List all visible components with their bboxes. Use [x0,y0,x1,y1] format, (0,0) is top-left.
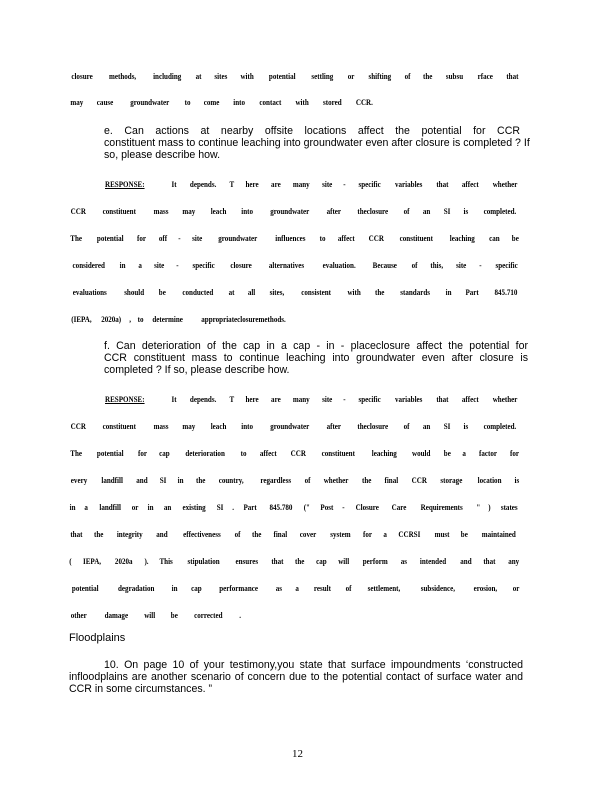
word: may [182,206,196,216]
word: Requirements [420,502,463,512]
response-line [69,287,520,297]
word: standards [400,287,430,297]
word: groundwater [130,97,170,107]
response-line [69,206,520,216]
word: " [475,502,480,512]
word: corrected [194,610,223,620]
question-line: 10. On page 10 of your testimony,you state that surface impoundments ‘constructed [104,659,523,671]
response-line [69,475,520,485]
word: CCR [70,206,86,216]
word: potential [71,583,99,593]
word: deterioration [185,448,226,458]
word: maintained [482,529,517,539]
word: constituent [321,448,355,458]
word: whether [492,394,518,404]
word: the [195,475,206,485]
word: It [171,394,177,404]
word: for [509,448,519,458]
response-line [69,421,520,431]
word: final [273,529,288,539]
response-line [69,529,520,539]
word: site [153,260,165,270]
word: or [347,71,355,81]
word: SI [443,206,451,216]
word: The [70,448,83,458]
word: a [382,529,387,539]
word: - [343,179,346,189]
word: with [295,97,309,107]
word: specific [357,394,381,404]
word: 2020a) [101,314,122,324]
word: specific [495,260,518,270]
word: (IEPA, [71,314,92,324]
word: that [506,71,519,81]
word: must [434,529,450,539]
word: conducted [182,287,214,297]
word: - [343,394,346,404]
question-line: so, please describe how. [104,149,221,161]
question-line: completed ? If so, please describe how. [104,364,290,376]
word: to [319,233,326,243]
word: other [70,610,87,620]
word: closure [230,260,252,270]
word: potential [269,71,296,81]
word: depends. [189,394,217,404]
word: shifting [368,71,391,81]
word: groundwater [269,206,309,216]
question-line: CCR in some circumstances. ” [69,683,213,695]
response-label: RESPONSE: [105,394,145,404]
word: of [403,421,410,431]
word: CCR. [355,97,374,107]
word: CCRSI [398,529,421,539]
word: theclosure [357,206,389,216]
word: any [507,556,519,566]
word: in [445,287,452,297]
word: for [363,529,373,539]
word: It [171,179,177,189]
word: of [234,529,241,539]
response-label: RESPONSE: [105,179,145,189]
word: whether [324,475,349,485]
word: Part [243,502,258,512]
word: completed. [483,421,517,431]
word: 845.780 [269,502,293,512]
word: landfill [101,475,123,485]
word: T [229,179,234,189]
response-line [171,394,520,404]
word: in [171,583,178,593]
word: leaching [371,448,397,458]
word: - [178,233,181,243]
word: a [84,502,89,512]
word: is [463,206,468,216]
word: after [326,421,341,431]
word: CCR [411,475,427,485]
word: affect [461,179,479,189]
word: of [404,71,411,81]
word: ( [69,556,72,566]
word: to [137,314,144,324]
word: Because [373,260,398,270]
word: constituent [102,206,137,216]
word: - [479,260,482,270]
word: Post [319,502,333,512]
word: factor [478,448,497,458]
word: as [275,583,282,593]
word: 2020a [114,556,133,566]
response-line [69,502,520,512]
question-f [104,340,528,376]
word: This [159,556,174,566]
word: site [322,394,333,404]
word: be [443,448,451,458]
word: determine [152,314,184,324]
word: specific [357,179,381,189]
word: specific [192,260,215,270]
response-line [69,260,520,270]
word: with [240,71,254,81]
word: variables [395,179,423,189]
word: and [460,556,472,566]
response-line [69,583,520,593]
body-line [69,97,375,107]
word: with [347,287,361,297]
word: settlement, [367,583,401,593]
question-10 [69,659,523,695]
word: 845.710 [494,287,518,297]
word: site [322,179,333,189]
word: cap [191,583,202,593]
word: is [514,475,520,485]
word: system [329,529,351,539]
word: sites [214,71,228,81]
word: into [232,97,245,107]
word: in [147,502,154,512]
word: of [411,260,418,270]
word: CCR [290,448,306,458]
word: every [70,475,88,485]
word: result [313,583,331,593]
word: should [124,287,145,297]
question-line: e. Can actions at nearby offsite locations affect the potential for CCR [104,125,520,137]
word: ) [488,502,492,512]
word: affect [338,233,356,243]
word: evaluations [72,287,107,297]
word: appropriateclosuremethods. [201,314,286,324]
word: leach [210,206,227,216]
word: stored [322,97,342,107]
word: perform [363,556,389,566]
question-line: constituent mass to continue leaching into groundwater even after closure is completed ? If [104,137,530,149]
word: will [144,610,156,620]
word: Part [465,287,479,297]
word: can [489,233,500,243]
word: be [170,610,178,620]
response-line [69,314,295,324]
word: including [152,71,182,81]
word: subsidence, [420,583,455,593]
word: are [270,394,281,404]
word: after [326,206,341,216]
word: to [184,97,191,107]
word: cap [159,448,170,458]
word: affect [259,448,277,458]
word: performance [219,583,259,593]
word: cap [316,556,327,566]
word: the [422,71,433,81]
word: subsu [445,71,464,81]
word: that [271,556,284,566]
word: an [163,502,171,512]
word: rface [477,71,493,81]
word: variables [395,394,423,404]
word: ). [144,556,149,566]
word: the [374,287,385,297]
word: whether [492,179,518,189]
word: intended [420,556,447,566]
question-e-cont [104,137,530,161]
word: off [158,233,167,243]
response-line [69,448,520,458]
word: degradation [117,583,155,593]
word: damage [104,610,128,620]
word: influences [275,233,306,243]
word: IEPA, [83,556,102,566]
section-heading: Floodplains [69,632,126,644]
word: closure [71,71,93,81]
word: an [422,206,431,216]
word: of [403,206,410,216]
word: be [461,529,469,539]
word: groundwater [269,421,309,431]
word: of [345,583,352,593]
word: CCR [368,233,385,243]
word: T [229,394,234,404]
word: constituent [399,233,434,243]
word: states [501,502,519,512]
word: the [94,529,104,539]
word: be [159,287,167,297]
word: a [295,583,299,593]
word: site [456,260,467,270]
word: constituent [102,421,137,431]
word: landfill [99,502,121,512]
word: that [436,394,449,404]
word: in [120,260,126,270]
word: here [245,179,259,189]
word: at [228,287,235,297]
word: erosion, [473,583,497,593]
word: or [131,502,139,512]
word: and [156,529,169,539]
word: SI [160,475,167,485]
word: sites, [269,287,285,297]
word: evaluation. [322,260,356,270]
word: are [270,179,281,189]
word: groundwater [218,233,258,243]
word: for [137,233,147,243]
word: in [178,475,184,485]
response-line [69,610,241,620]
word: . [238,610,241,620]
word: methods, [108,71,137,81]
word: potential [96,233,124,243]
word: SI [443,421,451,431]
word: Care [391,502,407,512]
word: storage [440,475,463,485]
word: a [137,260,142,270]
word: regardless [259,475,291,485]
word: The [70,233,83,243]
word: alternatives [269,260,305,270]
word: many [292,179,310,189]
word: ensures [235,556,258,566]
word: into [240,421,253,431]
question-e [104,125,520,137]
word: (" [303,502,310,512]
word: this, [430,260,444,270]
word: mass [153,421,169,431]
word: SI [216,502,224,512]
word: the [362,475,372,485]
word: stipulation [187,556,220,566]
word: that [436,179,449,189]
word: in [69,502,76,512]
word: , [129,314,132,324]
word: location [477,475,502,485]
question-line: CCR constituent mass to continue leaching into groundwater even after closure is [104,352,528,364]
word: site [192,233,203,243]
word: come [203,97,220,107]
word: will [338,556,350,566]
word: cause [97,97,114,107]
word: effectiveness [182,529,221,539]
word: and [136,475,149,485]
word: Closure [355,502,380,512]
word: the [295,556,305,566]
word: potential [96,448,124,458]
word: a [462,448,466,458]
word: at [195,71,202,81]
word: here [245,394,259,404]
word: many [292,394,310,404]
word: . [232,502,235,512]
word: leaching [449,233,475,243]
page-number: 12 [292,748,303,760]
word: completed. [483,206,517,216]
word: for [137,448,147,458]
word: - [176,260,179,270]
question-line: infloodplains are another scenario of concern due to the potential contact of surface water and [69,671,523,683]
word: CCR [70,421,86,431]
word: integrity [117,529,144,539]
body-line [69,71,520,81]
word: contact [258,97,281,107]
word: - [342,502,345,512]
word: may [182,421,196,431]
word: depends. [189,179,217,189]
word: that [483,556,496,566]
word: leach [210,421,227,431]
word: country, [218,475,244,485]
word: final [384,475,399,485]
word: an [422,421,431,431]
word: cover [299,529,317,539]
word: consistent [300,287,331,297]
response-line [69,556,520,566]
word: of [304,475,311,485]
word: considered [72,260,105,270]
word: may [70,97,84,107]
word: theclosure [357,421,389,431]
word: existing [182,502,206,512]
word: or [512,583,520,593]
word: settling [311,71,334,81]
word: be [511,233,520,243]
word: affect [461,394,479,404]
response-line [171,179,520,189]
word: to [240,448,247,458]
word: into [240,206,253,216]
word: mass [153,206,169,216]
word: as [400,556,408,566]
response-line [69,233,520,243]
question-line: f. Can deterioration of the cap in a cap - in - placeclosure affect the potential for [104,340,528,352]
word: all [247,287,256,297]
word: is [463,421,468,431]
word: that [70,529,83,539]
word: would [411,448,431,458]
word: the [251,529,262,539]
